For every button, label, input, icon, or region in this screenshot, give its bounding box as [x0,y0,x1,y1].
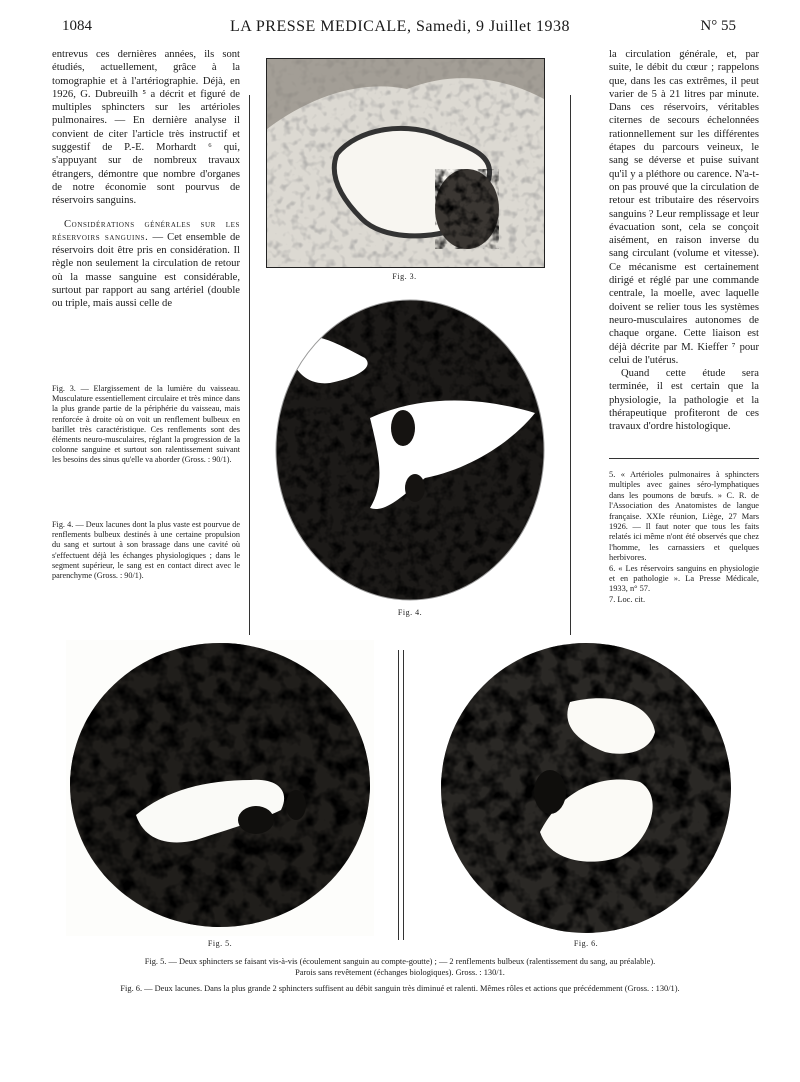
figure-3-micrograph [267,59,544,267]
left-paragraph-2-text: — Cet ensemble de réservoirs doit être pris en considération. Il règle non seulement la circulation de retour où la masse sanguine est considérable, surtout par rapport au sang artériel (double ou triple, mais aussi celle de [52,231,241,310]
page-number: 1084 [62,18,92,34]
footnote-5: 5. « Artérioles pulmonaires à sphincters multiples avec gaines séro-lymphatiques dans les poumons de bœufs. » C. R. de l'Association des Anatomistes de langue française. XXIe réunion, Liège, 27 Mars 1926. — Il faut noter que tous les faits relatés ici même n'ont été observés que chez l'homme, les carnassiers et quelques herbivores. [609,470,759,563]
footnotes [609,470,759,605]
figure-6-micrograph [440,642,732,934]
footnote-7: 7. Loc. cit. [609,594,646,604]
right-column [609,48,759,434]
figure-6 [440,642,732,934]
column-rule-left [249,95,250,635]
running-title [0,18,800,36]
left-paragraph-1: entrevus ces dernières années, ils sont étudiés, actuellement, grâce à la tomographie et à l'artériographie. Déjà, en 1926, G. Dubreuilh ⁵ a décrit et figuré de multiples sphincters sur les artérioles pulmonaires. — En dernière analyse il convient de citer l'article très instructif et suggestif de P.-E. Morhardt ⁶ qui, s'appuyant sur de nombreux travaux étrangers, démontre que nombre d'organes de notre économie sont pourvus de réservoirs sanguins. [52,49,240,207]
caption-fig3: Fig. 3. — Elargissement de la lumière du vaisseau. Musculature essentiellement circulaire et très mince dans la plus grande partie de la périphérie du vaisseau, mais renforcée à droite où on voit un renflement bulbeux en barillet très caractéristique. Ces renflements sont des éléments neuro-musculaires, réglant la progression de la colonne sanguine et surtout son ralentissement suivant les besoins des sinus qu'elle va aborder (Gross. : 90/1). [52,384,240,465]
fig5-label: Fig. 5. [207,939,233,948]
footnote-rule [609,458,759,459]
figure-5 [66,640,374,936]
section-heading: Considérations générales sur les réservoirs sanguins. [52,218,240,243]
caption-fig4: Fig. 4. — Deux lacunes dont la plus vaste est pourvue de renflements bulbeux destinés à une certaine propulsion du sang et surtout à son brassage dans une cavité où s'effectuent déjà les échanges physiologiques ; dans le segment supérieur, le sang est en contact direct avec le parenchyme (Gross. : 90/1). [52,520,240,581]
figure-4-micrograph [275,298,546,602]
figure-divider-left [398,650,399,940]
issue-number: N° 55 [700,18,736,34]
right-paragraph-1: la circulation générale, et, par suite, le débit du cœur ; rappelons que, dans les cas extrêmes, il peut varier de 5 à 21 litres par minute. Dans ces réservoirs, véritables citernes de secours échelonnées rationnellement sur les différentes étapes du parcours veineux, le sang se déverse et puise suivant qu'il y a pléthore ou carence. N'a-t-on pas prouvé que la circulation de retour est tributaire des réservoirs sanguins ? Leur remplissage et leur évacuation sont, cela se conçoit aisément, en raison inverse du sang circulant (volume et vitesse). Ce mécanisme est certainement dirigé et réglé par une commande centrale, la moelle, avec laquelle doivent se relier tous les systèmes neuro-musculaires autonomes de chaque organe. Cette liaison est déjà décrite par M. Kieffer ⁷ pour celui de l'utérus. [609,49,759,366]
left-column [52,48,240,311]
caption-fig5-line1: Fig. 5. — Deux sphincters se faisant vis-à-vis (écoulement sanguin au compte-goutte) ; — 2 renflements bulbeux (ralentissement du sang, au préalable). [144,957,656,966]
figure-divider-right [403,650,404,940]
right-paragraph-2: Quand cette étude sera terminée, il est certain que la physiologie, la pathologie et la thérapeutique profiteront de ces travaux d'ordre histologique. [609,368,759,433]
caption-fig5 [66,956,734,978]
figure-5-micrograph [66,640,374,936]
figure-3 [266,58,545,268]
caption-fig5-line2: Parois sans revêtement (échanges biologiques). Gross. : 130/1. [295,968,505,977]
page-header [0,18,800,42]
caption-fig6: Fig. 6. — Deux lacunes. Dans la plus grande 2 sphincters suffisent au débit sanguin très diminué et ralenti. Mêmes rôles et actions que précédemment (Gross. : 130/1). [120,984,680,993]
issue-date: Samedi, 9 Juillet 1938 [415,18,571,35]
left-paragraph-2 [52,218,240,311]
figure-4 [275,298,546,602]
journal-name: LA PRESSE MEDICALE, [229,18,412,35]
fig4-label: Fig. 4. [397,608,423,617]
column-rule-right [570,95,571,635]
fig6-label: Fig. 6. [573,939,599,948]
footnote-6: 6. « Les réservoirs sanguins en physiologie et en pathologie ». La Presse Médicale, 1933, n° 57. [609,563,759,594]
fig3-label: Fig. 3. [392,272,417,281]
